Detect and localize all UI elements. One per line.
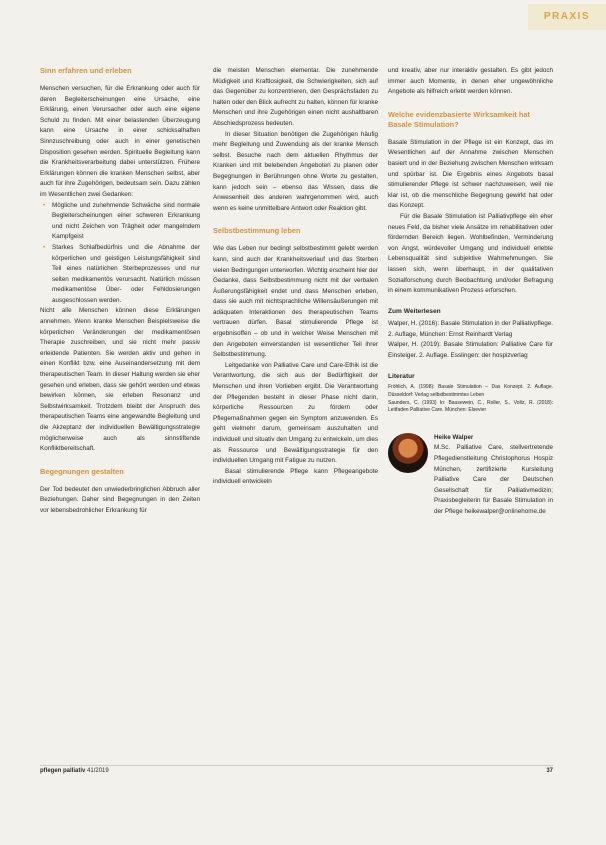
author-bio: M.Sc. Palliative Care, stellvertretende Pflegedienstleitung Christophorus Hospiz München, zertifizierte Kursleitung Palliative Care der Deutschen Gesellschaft für Palliativmedizin; Praxisbegleiterin für Basale Stimulation in der Pflege heikewalper@onlinehome.de bbox=[434, 444, 553, 516]
author-name: Heike Walper bbox=[434, 433, 474, 441]
heading-begegnungen: Begegnungen gestalten bbox=[40, 466, 124, 476]
paragraph: Wie das Leben nur bedingt selbstbestimmt gelebt werden kann, sind auch der Krankheitsverlauf und das Sterben vielen Bedingungen unterworfen. Wichtig erscheint hier der Gedanke, dass Selbstbestimmung nicht mit der verbalen Äußerungsfähigkeit endet und dass Menschen erleben, dass sie auch mit nichtsprachliche Willensäußerungen mit adäquaten Interaktionen des therapeutischen Teams vertrauen dürfen. Basal stimulierende Pflege ist ergebnisoffen – ob und in welcher Weise Menschen mit den Angeboten einverstanden ist wesentlicher Teil ihrer Selbstbestimmung. bbox=[213, 245, 378, 359]
literature bbox=[388, 372, 553, 415]
paragraph: und kreativ, aber nur interaktiv gestalten. Es gibt jedoch immer auch Momente, in denen eher ungewöhnliche Angebote als hilfreich erlebt werden können. bbox=[388, 67, 553, 96]
issue-number: 41/2019 bbox=[87, 768, 109, 774]
author-photo bbox=[388, 433, 428, 473]
paragraph: Leitgedanke von Palliative Care und Care-Ethik ist die Verantwortung, die sich aus der Bedürftigkeit der Menschen und ihren Vorlieben ergibt. Die Verantwortung der Pflegenden besteht in dieser Phase nicht darin, körperliche Ressourcen zu fördern oder Pflegemaßnahmen gegen ein Symptom anzuwenden. Es geht vielmehr darum, gemeinsam auszuhalten und individuell und situativ den Umgang zu entwickeln, um dies als Ressource und Bewältigungsstrategie für den individuellen Umgang mit Fatigue zu nutzen. bbox=[213, 361, 378, 465]
author-text bbox=[434, 433, 553, 518]
reference: Fröhlich, A. (1998): Basale Stimulation – Das Konzept. 2. Auflage. Düsseldorf: Verlag selbstbestimmtes Leben bbox=[388, 384, 553, 398]
bullet-list bbox=[40, 201, 200, 307]
heading-sinn: Sinn erfahren und erleben bbox=[40, 66, 132, 75]
heading-selbstbestimmung: Selbstbestimmung leben bbox=[213, 226, 301, 236]
column-1 bbox=[40, 66, 200, 517]
column-3 bbox=[388, 66, 553, 518]
heading-evidenz: Welche evidenzbasierte Wirksamkeit hat Basale Stimulation? bbox=[388, 109, 530, 129]
column-2 bbox=[213, 66, 378, 488]
paragraph: Basale Stimulation in der Pflege ist ein Konzept, das im Wesentlichen auf der Annahme zwischen Menschen basiert und in der Beziehung zwischen Menschen wirksam und spürbar ist. Die Ergebnis eines Angebots basal stimulierender Pflege ist schwer nachzuweisen, weil nie klar ist, ob die menschliche Begegnung gewirkt hat oder das Konzept. bbox=[388, 138, 553, 210]
paragraph: Nicht alle Menschen können diese Erklärungen annehmen. Wenn kranke Menschen Beispielsweise die körperlichen Veränderungen der medikamentösen Therapie zuschreiben, und sie nicht mehr passiv erleidende Patienten. Sie werden aktiv und gehen in einen Konflikt bzw. eine Auseinandersetzung mit dem therapeutischen Team. In dieser Haltung werden sie eher gesehen und erleben, dass sie gehört werden und etwas bewirken können, sie erleben Resonanz und Selbstwirksamkeit. Trotzdem bleibt der Anspruch des therapeutischen Teams eine angewandte Begleitung und die Akzeptanz der individuellen Bewältigungsstrategie möglicherweise auch als sinnstiftende Konfliktbereitschaft. bbox=[40, 307, 200, 453]
paragraph: In dieser Situation benötigen die Zugehörigen häufig mehr Begleitung und Zuwendung als der kranke Mensch selbst. Besuche nach dem aktuellen Rhythmus der Kranken und mit belebenden Angeboten zu planen oder Begegnungen in Berührungen ohne Worte zu gestalten, kann jedoch sein – ebenso das Wissen, dass die Anwesenheit des anderen wahrgenommen wird, auch wenn es keine unmittelbare Antwort oder Reaktion gibt. bbox=[213, 130, 378, 212]
literature-heading: Literatur bbox=[388, 372, 415, 380]
list-item: • Mögliche und zunehmende Schwäche sind normale Begleiterscheinungen einer schweren Erkrankung und nicht Zeichen von Trägheit oder mangelndem Kampfgeist bbox=[52, 201, 200, 243]
reference: Walper, H. (2019): Basale Stimulation: Palliative Care für Einsteiger. 2. Auflage. Esslingen: der hospizverlag bbox=[388, 341, 553, 360]
paragraph: die meisten Menschen elementar. Die zunehmende Müdigkeit und Kraftlosigkeit, die Schwierigkeiten, sich auf das Gegenüber zu konzentrieren, den Gesprächsfaden zu halten oder den Blick aufrecht zu halten, können für kranke Menschen und ihre Zugehörigen einen nicht aushaltbaren Abschiedsprozess bedeuten. bbox=[213, 67, 378, 127]
page-footer bbox=[40, 765, 553, 780]
further-reading bbox=[388, 307, 553, 362]
reference: Saunders, C. (1993) In: Bausewein, C., Roller, S., Voltz, R. (2018): Leitfaden Palliative Care. München: Elsevier bbox=[388, 400, 553, 414]
reference: Walper, H. (2016): Basale Stimulation in der Palliativpflege. 2. Auflage, München: Ernst Reinhardt Verlag bbox=[388, 320, 553, 338]
paragraph: Menschen versuchen, für die Erkrankung oder auch für deren Begleiterscheinungen eine Ursache, eine Erklärung, einen Verursacher oder auch eine eigene Schuld zu finden. Mit einer belastenden Überzeugung kann eine Ursache in einer schicksalhaften Sinnzuschreibung oder auch in einer genetischen Disposition gesehen werden. Spirituelle Begleitung kann die Krankheitsverarbeitung dabei unterstützen. Frühere Erklärungen können die kranken Menschen selbst, aber auch für ihre Zugehörigen, bedeutsam sein. Dazu zählen im Wesentlichen zwei Gedanken: bbox=[40, 85, 200, 198]
list-item: • Starkes Schlafbedürfnis und die Abnahme der körperlichen und geistigen Leistungsfähigkeit sind Teil eines natürlichen Sterbeprozesses und nur selten medikamentös verursacht. Natürlich müssen medikamentöse Über- oder Fehldosierungen ausgeschlossen werden. bbox=[52, 243, 200, 307]
paragraph: Der Tod bedeutet den unwiederbringlichen Abbruch aller Beziehungen. Daher sind Begegnungen in den Zeiten vor lebensbedrohlicher Erkrankung für bbox=[40, 485, 200, 514]
further-reading-heading: Zum Weiterlesen bbox=[388, 307, 441, 315]
paragraph: Basal stimulierende Pflege kann Pflegeangebote individuell entwickeln bbox=[213, 467, 378, 486]
magazine-name: pflegen palliativ bbox=[40, 768, 86, 774]
paragraph: Für die Basale Stimulation ist Palliativpflege ein eher neues Feld, da bisher viele Ansätze im rehabilitativen oder fördernden Bereich liegen. Wohlbefinden, Verminderung von Angst, würdevoller Umgang und individuell erlebte Lebensqualität sind subjektive Wahrnehmungen. Sie lassen sich, wenn überhaupt, in der qualitativen Sozialforschung durch Beobachtung und/oder Befragung in einem kommunikativen Prozess erforschen. bbox=[388, 212, 553, 295]
author-box bbox=[388, 433, 553, 518]
footer-issue bbox=[40, 768, 109, 780]
section-tag: PRAXIS bbox=[528, 4, 606, 30]
page-number: 37 bbox=[546, 768, 553, 774]
